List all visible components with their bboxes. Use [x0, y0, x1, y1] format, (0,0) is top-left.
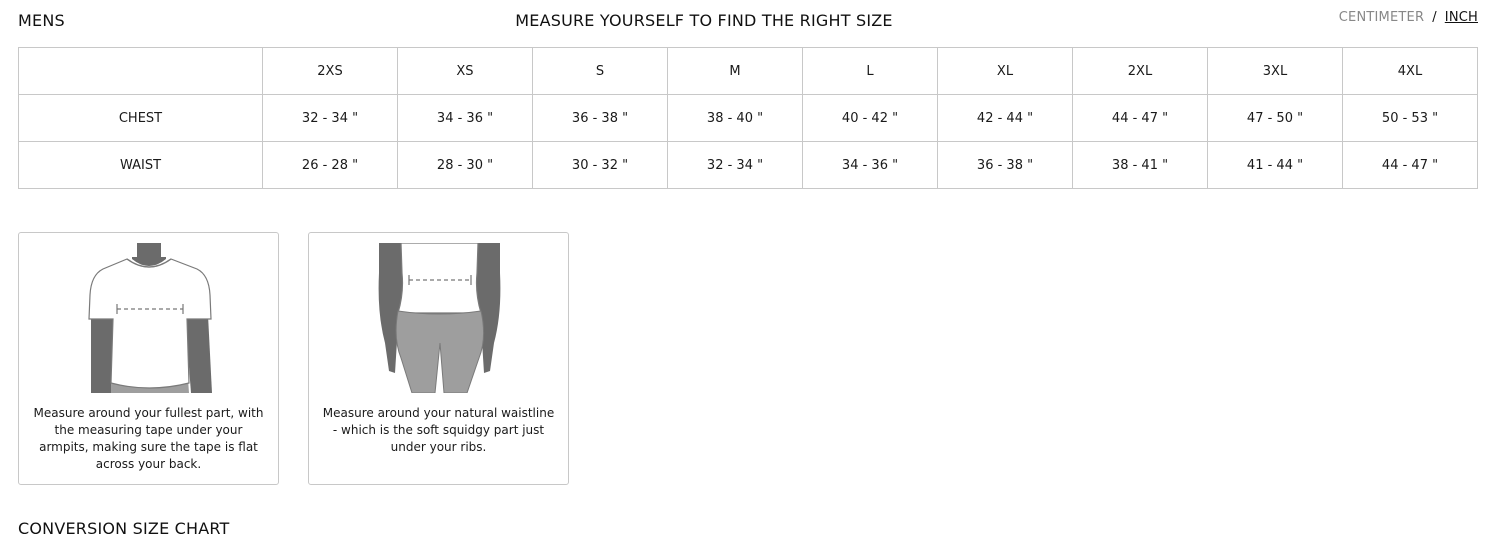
- table-cell: 30 - 32 ": [533, 142, 668, 189]
- size-header: L: [803, 48, 938, 95]
- row-label: WAIST: [19, 142, 263, 189]
- table-cell: 26 - 28 ": [263, 142, 398, 189]
- table-cell: 28 - 30 ": [398, 142, 533, 189]
- size-header: XL: [938, 48, 1073, 95]
- table-cell: 47 - 50 ": [1208, 95, 1343, 142]
- table-cell: 36 - 38 ": [938, 142, 1073, 189]
- size-header-row: [19, 48, 1478, 95]
- waist-guide-text: Measure around your natural waistline - which is the soft squidgy part just under your ribs.: [322, 406, 555, 454]
- waist-measure-icon: [309, 243, 570, 393]
- page-title: MEASURE YOURSELF TO FIND THE RIGHT SIZE: [515, 11, 893, 30]
- table-cell: 41 - 44 ": [1208, 142, 1343, 189]
- table-cell: 36 - 38 ": [533, 95, 668, 142]
- table-cell: 32 - 34 ": [263, 95, 398, 142]
- table-cell: 38 - 41 ": [1073, 142, 1208, 189]
- size-header: 2XS: [263, 48, 398, 95]
- size-header: 2XL: [1073, 48, 1208, 95]
- size-header: 3XL: [1208, 48, 1343, 95]
- table-cell: 34 - 36 ": [803, 142, 938, 189]
- table-cell: 40 - 42 ": [803, 95, 938, 142]
- chest-guide-card: [18, 232, 279, 485]
- table-cell: 50 - 53 ": [1343, 95, 1478, 142]
- table-cell: 42 - 44 ": [938, 95, 1073, 142]
- unit-inch-link[interactable]: INCH: [1444, 10, 1478, 25]
- table-cell: 34 - 36 ": [398, 95, 533, 142]
- size-header: S: [533, 48, 668, 95]
- size-guide-header: [18, 0, 1478, 42]
- corner-cell: [19, 48, 263, 95]
- table-row: [19, 142, 1478, 189]
- conversion-chart-title: CONVERSION SIZE CHART: [18, 519, 230, 538]
- table-cell: 44 - 47 ": [1343, 142, 1478, 189]
- size-header: XS: [398, 48, 533, 95]
- unit-toggle: [1339, 10, 1478, 25]
- section-label: MENS: [18, 11, 65, 30]
- table-cell: 38 - 40 ": [668, 95, 803, 142]
- table-cell: 44 - 47 ": [1073, 95, 1208, 142]
- chest-measure-icon: [19, 243, 280, 393]
- measurement-guides: [18, 232, 569, 485]
- chest-guide-text: Measure around your fullest part, with the measuring tape under your armpits, making sure the tape is flat across your back.: [33, 406, 264, 471]
- size-table: [18, 47, 1478, 189]
- size-header: 4XL: [1343, 48, 1478, 95]
- unit-separator: /: [1432, 10, 1437, 25]
- row-label: CHEST: [19, 95, 263, 142]
- table-cell: 32 - 34 ": [668, 142, 803, 189]
- size-header: M: [668, 48, 803, 95]
- waist-guide-card: [308, 232, 569, 485]
- unit-centimeter-link[interactable]: CENTIMETER: [1338, 10, 1425, 25]
- table-row: [19, 95, 1478, 142]
